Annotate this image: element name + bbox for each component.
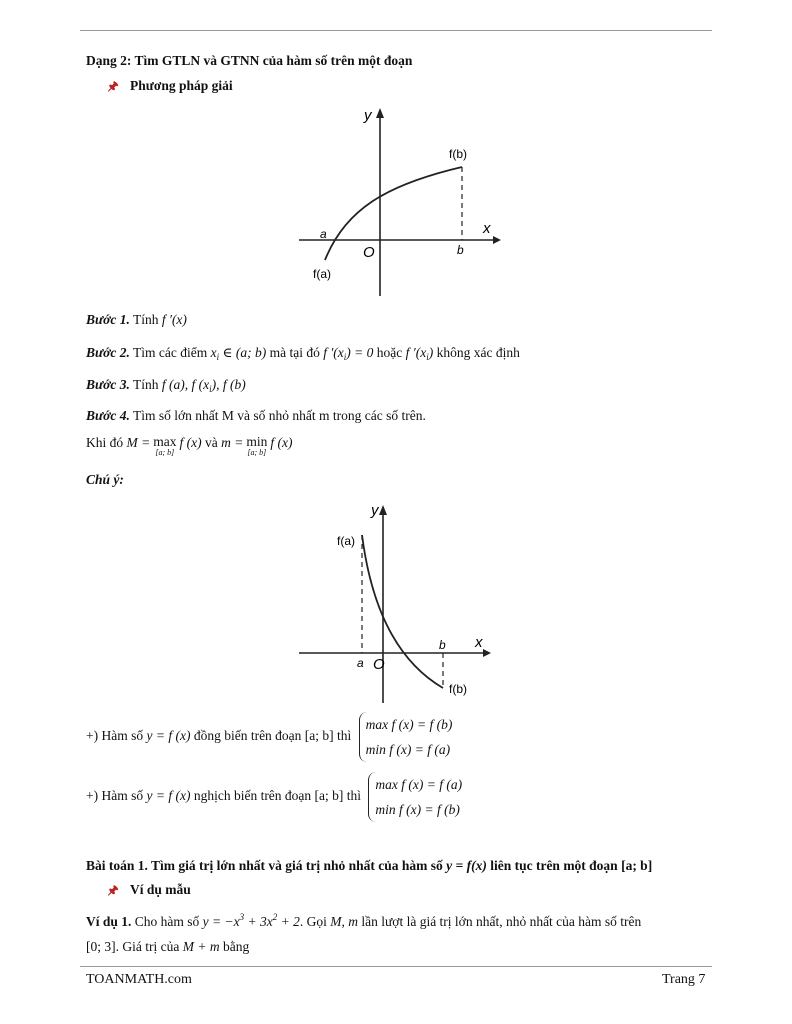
footer-site: TOANMATH.com (86, 972, 192, 987)
section-heading: Dạng 2: Tìm GTLN và GTNN của hàm số trên một đoạn (86, 53, 413, 68)
step-1: Bước 1. Tính f ′(x) (86, 312, 187, 327)
fa-label: f(a) (337, 534, 355, 548)
step-2: Bước 2. Tìm các điểm $x_i$ ∈ (a; b) mà tại đó f $'(x_i) = 0$ hoặc f $'(x_i)$ không xác định (86, 345, 520, 362)
footer-page-number: Trang 7 (662, 972, 706, 987)
b-label: b (439, 638, 446, 652)
rule-increasing: +) Hàm số y = f (x) đồng biến trên đoạn [a; b] thì max f (x) = f (b) min f (x) = f (a) (86, 712, 452, 762)
top-rule (80, 30, 712, 31)
example-1-line-2: [0; 3]. Giá trị của M + m bằng (86, 939, 250, 954)
b-label: b (457, 243, 464, 257)
fb-label: f(b) (449, 682, 467, 696)
pin-icon: 🖈 (107, 883, 119, 897)
x-axis-label: x (475, 634, 483, 651)
y-axis-label: y (371, 502, 379, 519)
khi-do-line: Khi đó M = max [a; b] f (x) và m = min [a; b] f (x) (86, 434, 293, 457)
problem-heading: Bài toán 1. Tìm giá trị lớn nhất và giá trị nhỏ nhất của hàm số y = f(x) liên tục trên một đoạn [a; b] (86, 858, 653, 873)
pin-icon: 🖈 (107, 79, 119, 93)
decreasing-function-graph (295, 495, 505, 705)
method-title: 🖈 Phương pháp giải (107, 78, 233, 93)
a-label: a (357, 656, 364, 670)
note-title: Chú ý: (86, 472, 124, 487)
y-axis-label: y (364, 107, 372, 124)
a-label: a (320, 227, 327, 241)
x-axis-label: x (483, 220, 491, 237)
example-title: 🖈 Ví dụ mẫu (107, 882, 191, 897)
increasing-function-graph (285, 100, 505, 300)
step-4: Bước 4. Tìm số lớn nhất M và số nhỏ nhất m trong các số trên. (86, 408, 426, 423)
origin-label: O (363, 244, 375, 261)
origin-label: O (373, 656, 385, 673)
fb-label: f(b) (449, 147, 467, 161)
rule-decreasing: +) Hàm số y = f (x) nghịch biến trên đoạn [a; b] thì max f (x) = f (a) min f (x) = f (b) (86, 772, 462, 822)
bottom-rule (80, 966, 712, 967)
example-1-line-1: Ví dụ 1. Cho hàm số $y = -x^3 + 3x^2 + 2$. Gọi M, m lần lượt là giá trị lớn nhất, nhỏ nhất của hàm số trên (86, 912, 642, 929)
fa-label: f(a) (313, 267, 331, 281)
step-3: Bước 3. Tính f (a), f $(x_i)$, f (b) (86, 377, 246, 394)
